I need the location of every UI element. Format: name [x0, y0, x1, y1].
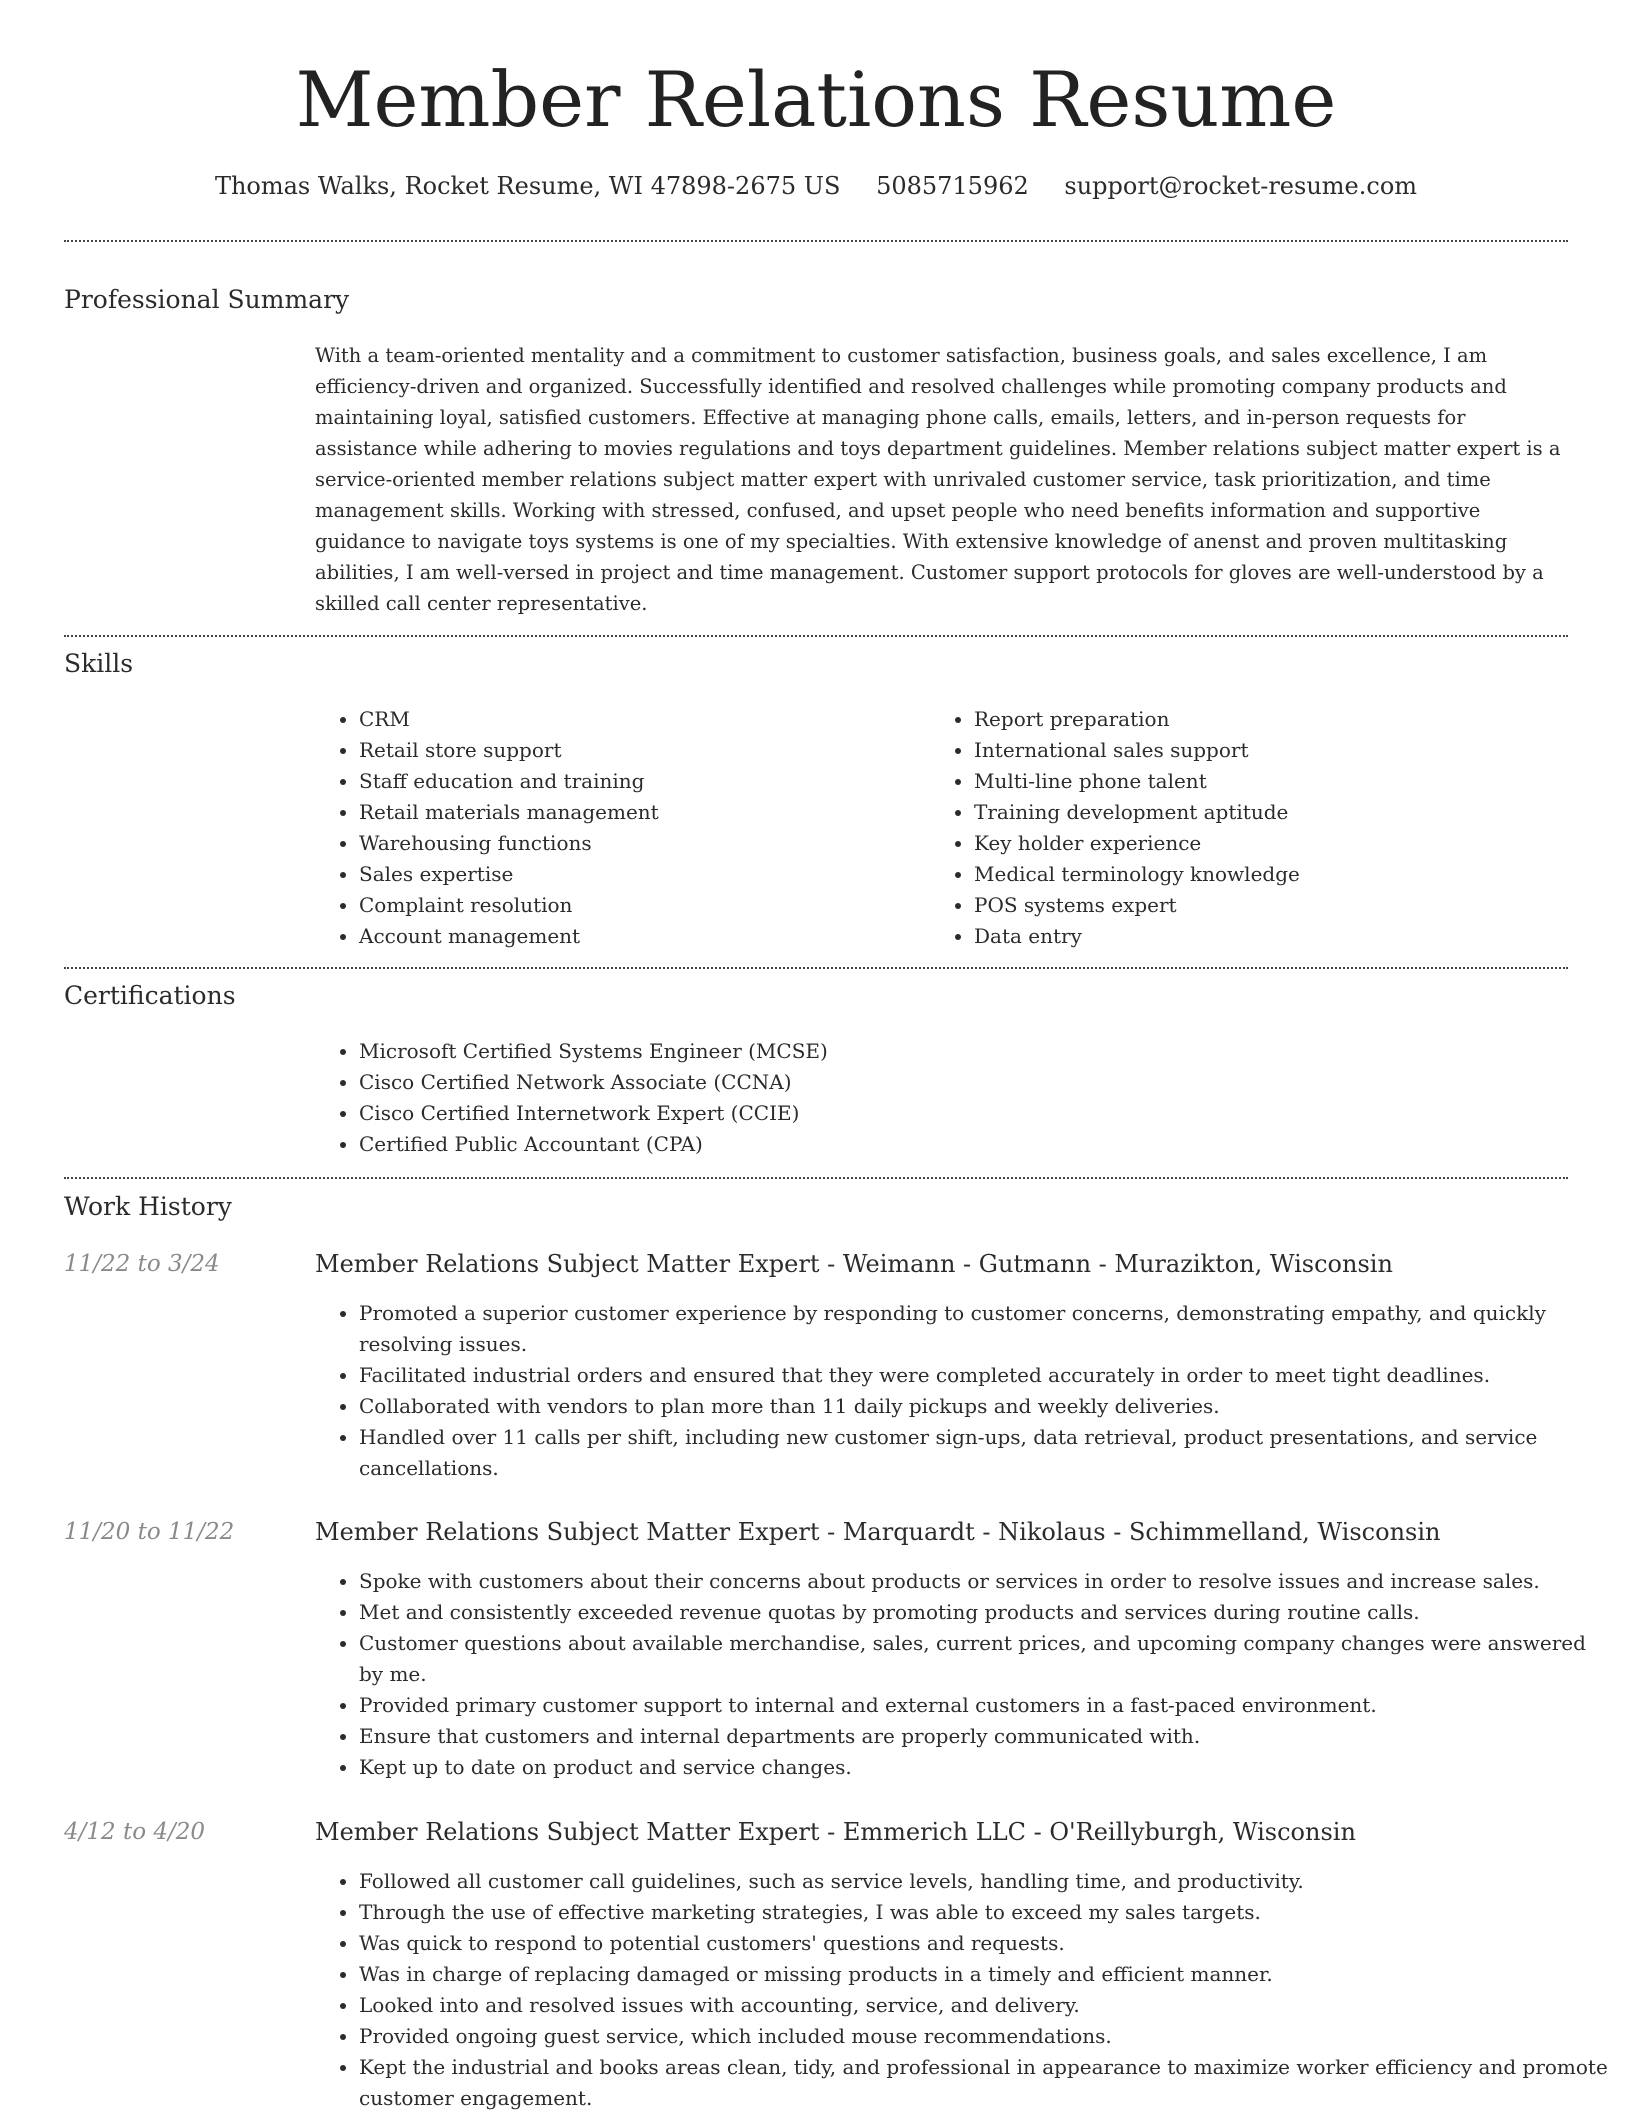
list-item: • Report preparation	[974, 704, 1300, 735]
list-item: • Kept up to date on product and service changes.	[359, 1752, 1609, 1783]
list-item: • Data entry	[974, 921, 1300, 952]
list-item: • Kept the industrial and books areas clean, tidy, and professional in appearance to maximize worker efficiency and promote customer engagement.	[359, 2052, 1609, 2114]
list-item: • Provided primary customer support to internal and external customers in a fast-paced environment.	[359, 1690, 1609, 1721]
list-item: • Microsoft Certified Systems Engineer (MCSE)	[359, 1036, 828, 1067]
divider	[64, 240, 1568, 242]
job-dates: 11/20 to 11/22	[64, 1519, 235, 1545]
resume-title: Member Relations Resume	[295, 55, 1337, 144]
list-item: • International sales support	[974, 735, 1300, 766]
list-item: • Handled over 11 calls per shift, including new customer sign-ups, data retrieval, product presentations, and service cancellations.	[359, 1422, 1609, 1484]
divider	[64, 967, 1568, 969]
job-bullets	[315, 1566, 1609, 1783]
list-item: • CRM	[359, 704, 659, 735]
list-item: • Met and consistently exceeded revenue quotas by promoting products and services during routine calls.	[359, 1597, 1609, 1628]
list-item: • Account management	[359, 921, 659, 952]
list-item: • Spoke with customers about their concerns about products or services in order to resolve issues and increase sales.	[359, 1566, 1609, 1597]
skills-heading: Skills	[64, 649, 134, 678]
certifications-list	[315, 1036, 828, 1160]
skills-list-right	[930, 704, 1300, 952]
contact-email: support@rocket-resume.com	[1064, 172, 1418, 200]
job-bullets	[315, 1866, 1609, 2114]
list-item: • Ensure that customers and internal departments are properly communicated with.	[359, 1721, 1609, 1752]
list-item: • Retail materials management	[359, 797, 659, 828]
list-item: • Followed all customer call guidelines, such as service levels, handling time, and productivity.	[359, 1866, 1609, 1897]
contact-phone: 5085715962	[876, 172, 1029, 200]
list-item: • Was in charge of replacing damaged or missing products in a timely and efficient manner.	[359, 1959, 1609, 1990]
list-item: • Through the use of effective marketing strategies, I was able to exceed my sales targets.	[359, 1897, 1609, 1928]
list-item: • Warehousing functions	[359, 828, 659, 859]
job-title: Member Relations Subject Matter Expert - Weimann - Gutmann - Murazikton, Wisconsin	[315, 1250, 1393, 1278]
list-item: • Key holder experience	[974, 828, 1300, 859]
list-item: • Complaint resolution	[359, 890, 659, 921]
list-item: • Multi-line phone talent	[974, 766, 1300, 797]
list-item: • Cisco Certified Internetwork Expert (CCIE)	[359, 1098, 828, 1129]
job-bullets	[315, 1298, 1609, 1484]
divider	[64, 635, 1568, 637]
skills-list-left	[315, 704, 659, 952]
list-item: • Was quick to respond to potential customers' questions and requests.	[359, 1928, 1609, 1959]
list-item: • Looked into and resolved issues with accounting, service, and delivery.	[359, 1990, 1609, 2021]
work-history-heading: Work History	[64, 1192, 232, 1221]
list-item: • Provided ongoing guest service, which included mouse recommendations.	[359, 2021, 1609, 2052]
list-item: • Certified Public Accountant (CPA)	[359, 1129, 828, 1160]
job-dates: 11/22 to 3/24	[64, 1251, 220, 1277]
contact-address: Thomas Walks, Rocket Resume, WI 47898-2675 US	[214, 172, 841, 200]
list-item: • Retail store support	[359, 735, 659, 766]
certifications-heading: Certifications	[64, 981, 236, 1010]
list-item: • Facilitated industrial orders and ensured that they were completed accurately in order to meet tight deadlines.	[359, 1360, 1609, 1391]
list-item: • Training development aptitude	[974, 797, 1300, 828]
job-title: Member Relations Subject Matter Expert - Emmerich LLC - O'Reillyburgh, Wisconsin	[315, 1818, 1356, 1846]
list-item: • Cisco Certified Network Associate (CCNA)	[359, 1067, 828, 1098]
list-item: • Promoted a superior customer experience by responding to customer concerns, demonstrating empathy, and quickly resolving issues.	[359, 1298, 1609, 1360]
list-item: • POS systems expert	[974, 890, 1300, 921]
job-title: Member Relations Subject Matter Expert - Marquardt - Nikolaus - Schimmelland, Wisconsin	[315, 1518, 1441, 1546]
list-item: • Customer questions about available merchandise, sales, current prices, and upcoming company changes were answered by me.	[359, 1628, 1609, 1690]
divider	[64, 1177, 1568, 1179]
job-dates: 4/12 to 4/20	[64, 1819, 206, 1845]
list-item: • Medical terminology knowledge	[974, 859, 1300, 890]
list-item: • Sales expertise	[359, 859, 659, 890]
summary-text: With a team-oriented mentality and a commitment to customer satisfaction, business goals, and sales excellence, I am efficiency-driven and organized. Successfully identified and resolved challenges while promoting company products and maintaining loyal, satisfied customers. Effective at managing phone calls, emails, letters, and in-person requests for assistance while adhering to movies regulations and toys department guidelines. Member relations subject matter expert is a service-oriented member relations subject matter expert with unrivaled customer service, task prioritization, and time management skills. Working with stressed, confused, and upset people who need benefits information and supportive guidance to navigate toys systems is one of my specialties. With extensive knowledge of anenst and proven multitasking abilities, I am well-versed in project and time management. Customer support protocols for gloves are well-understood by a skilled call center representative.	[315, 344, 1561, 615]
list-item: • Collaborated with vendors to plan more than 11 daily pickups and weekly deliveries.	[359, 1391, 1609, 1422]
contact-line	[0, 170, 1632, 202]
summary-heading: Professional Summary	[64, 285, 350, 314]
list-item: • Staff education and training	[359, 766, 659, 797]
